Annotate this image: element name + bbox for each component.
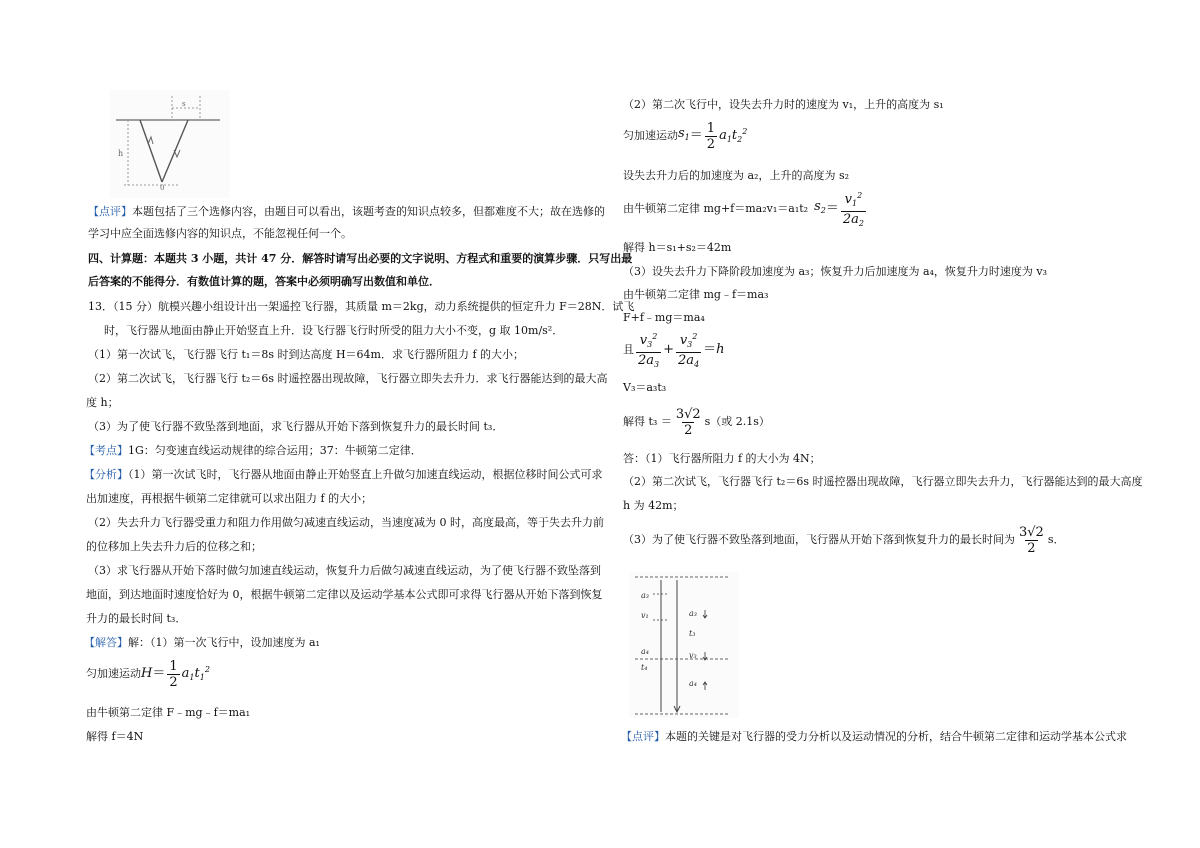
question-13-line-2: 时，飞行器从地面由静止开始竖直上升．设飞行器飞行时所受的阻力大小不变，g 取 10m/s²．	[104, 324, 564, 337]
r-result-t3: 解得 t₃ ＝ $\frac{3√2}{2}$ s（或 2.1s）	[623, 406, 770, 438]
half-fraction: $\frac{1}{2}$	[169, 658, 178, 690]
r-newton-equation: 由牛顿第二定律 mg+f＝ma₂v₁＝a₁t₂ $s_2$ ＝ $\frac{v_1^2}{2a_2}$	[623, 187, 868, 231]
diagram-label-a4-right: a₄	[689, 679, 697, 688]
diagram-label-a4-left: a₄	[641, 647, 649, 656]
diagram-label-a3-right: a₃	[689, 609, 697, 618]
question-13-part-2a: （2）第二次试飞，飞行器飞行 t₂＝6s 时遥控器出现故障，飞行器立即失去升力．求飞行器能达到的最大高	[88, 372, 608, 385]
fenxi-line-3a: （3）求飞行器从开始下落时做匀加速直线运动，恢复升力后做匀减速直线运动，为了使飞行器不致坠落到	[88, 564, 601, 577]
v-shape-figure	[110, 90, 230, 198]
diagram-label-v3: v₃	[689, 651, 697, 660]
question-13-part-3: （3）为了使飞行器不致坠落到地面，求飞行器从开始下落到恢复升力的最长时间 t₃．	[88, 420, 504, 433]
r-uniform-equation: 匀加速运动 $s_1$ ＝ $\frac{1}{2}$ $a_1t_2^2$	[623, 120, 748, 152]
r-review-line: 【点评】本题的关键是对飞行器的受力分析以及运动情况的分析，结合牛顿第二定律和运动学基本公式求	[621, 730, 1127, 743]
svg-text:0: 0	[160, 184, 165, 192]
question-13-part-1: （1）第一次试飞，飞行器飞行 t₁＝8s 时到达高度 H＝64m．求飞行器所阻力 f 的大小；	[88, 348, 525, 361]
r-line-10: V₃＝a₃t₃	[623, 381, 667, 394]
fenxi-tag: 【分析】	[84, 468, 128, 481]
diagram-label-t4: t₄	[641, 663, 648, 672]
r-line-7: 由牛顿第二定律 mg﹣f＝ma₃	[623, 288, 769, 301]
jieda-result-f: 解得 f＝4N	[86, 730, 144, 743]
diagram-label-v1: v₁	[641, 611, 649, 620]
question-13-part-2b: 度 h；	[86, 396, 119, 409]
r-answer-2a: （2）第二次试飞，飞行器飞行 t₂＝6s 时遥控器出现故障，飞行器立即失去升力，飞行器能达到的最大高度	[623, 475, 1143, 488]
r-line-6: （3）设失去升力下降阶段加速度为 a₃；恢复升力后加速度为 a₄，恢复升力时速度为 v₃	[623, 265, 1048, 278]
jieda-newton-line: 由牛顿第二定律 F﹣mg﹣f＝ma₁	[86, 706, 251, 719]
diagram-label-t3: t₃	[689, 629, 696, 638]
r-line-1: （2）第二次飞行中，设失去升力时的速度为 v₁，上升的高度为 s₁	[623, 98, 944, 111]
jieda-uniform-equation: 匀加速运动 H ＝ $\frac{1}{2}$ $a_1t_1^2$	[86, 658, 210, 690]
svg-text:s: s	[182, 100, 186, 108]
r-line-8: F+f﹣mg＝ma₄	[623, 311, 705, 324]
review-line-1: 【点评】本题包括了三个选修内容，由题目可以看出，该题考查的知识点较多，但都难度不大；故在选修的	[88, 205, 605, 218]
kaodian-line: 【考点】1G：匀变速直线运动规律的综合运用；37：牛顿第二定律．	[84, 444, 422, 457]
r-line-3: 设失去升力后的加速度为 a₂，上升的高度为 s₂	[623, 169, 850, 182]
r-answer-3: （3）为了使飞行器不致坠落到地面，飞行器从开始下落到恢复升力的最长时间为 $\frac{3√2}{2}$ s．	[623, 524, 1065, 556]
section-heading-1: 四、计算题：本题共 3 小题，共计 47 分．解答时请写出必要的文字说明、方程式和重要的演算步骤．只写出最	[88, 252, 633, 265]
fenxi-line-3b: 地面，到达地面时速度恰好为 0，根据牛顿第二定律以及运动学基本公式即可求得飞行器从开始下落到恢复	[86, 588, 603, 601]
fenxi-line-2b: 的位移加上失去升力后的位移之和；	[86, 540, 262, 553]
fenxi-line-2a: （2）失去升力飞行器受重力和阻力作用做匀减速直线运动，当速度减为 0 时，高度最高，等于失去升力前	[88, 516, 604, 529]
r-answer-2b: h 为 42m；	[623, 499, 684, 512]
diagram-label-a3-top: a₃	[641, 591, 649, 600]
kaodian-tag: 【考点】	[84, 444, 128, 457]
r-answer-1: 答：（1）飞行器所阻力 f 的大小为 4N；	[623, 452, 821, 465]
review-line-2: 学习中应全面选修内容的知识点，不能忽视任何一个。	[88, 227, 352, 240]
jieda-line-1: 【解答】解：（1）第一次飞行中，设加速度为 a₁	[84, 636, 320, 649]
motion-diagram	[629, 572, 739, 718]
jieda-tag: 【解答】	[84, 636, 128, 649]
section-heading-2: 后答案的不能得分．有数值计算的题，答案中必须明确写出数值和单位．	[88, 275, 440, 288]
fenxi-line-1b: 出加速度，再根据牛顿第二定律就可以求出阻力 f 的大小；	[86, 492, 373, 505]
r-review-tag: 【点评】	[621, 730, 665, 743]
question-13-line-1: 13．（15 分）航模兴趣小组设计出一架遥控飞行器，其质量 m＝2kg，动力系统提供的恒定升力 F＝28N．试飞	[88, 300, 635, 313]
r-sum-equation: 且 $\frac{v_3^2}{2a_3}$ + $\frac{v_3^2}{2a_4}$ ＝h	[623, 328, 725, 372]
svg-text:h: h	[118, 149, 124, 158]
fenxi-line-1a: 【分析】（1）第一次试飞时，飞行器从地面由静止开始竖直上升做匀加速直线运动，根据位移时间公式可求	[84, 468, 603, 481]
review-tag: 【点评】	[88, 205, 132, 218]
r-line-5: 解得 h＝s₁+s₂＝42m	[623, 241, 732, 254]
fenxi-line-3c: 升力的最长时间 t₃．	[86, 612, 187, 625]
